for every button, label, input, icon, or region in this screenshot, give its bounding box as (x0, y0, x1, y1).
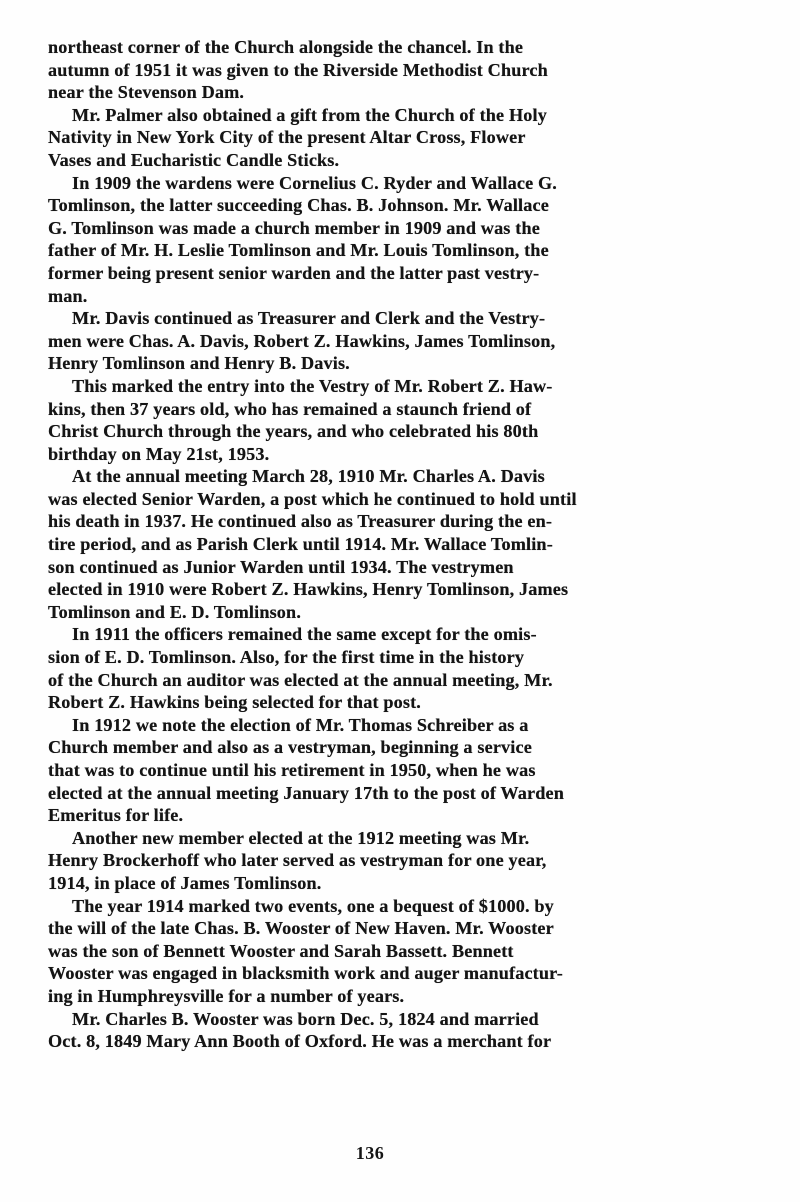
text-line: men were Chas. A. Davis, Robert Z. Hawkins, James Tomlinson, (48, 330, 556, 351)
text-line: In 1912 we note the election of Mr. Thomas Schreiber as a (72, 714, 529, 735)
text-line: Oct. 8, 1849 Mary Ann Booth of Oxford. He was a merchant for (48, 1031, 552, 1052)
text-line: In 1909 the wardens were Cornelius C. Ryder and Wallace G. (72, 172, 557, 193)
text-line: In 1911 the officers remained the same except for the omis- (72, 624, 537, 645)
page-number: 136 (355, 1143, 385, 1163)
text-line: tire period, and as Parish Clerk until 1914. Mr. Wallace Tomlin- (48, 534, 553, 555)
paragraph (48, 895, 708, 1008)
text-line: Another new member elected at the 1912 meeting was Mr. (72, 827, 530, 848)
text-line: his death in 1937. He continued also as Treasurer during the en- (48, 511, 553, 532)
text-line: Mr. Charles B. Wooster was born Dec. 5, 1824 and married (72, 1008, 539, 1029)
text-line: birthday on May 21st, 1953. (48, 443, 270, 464)
text-line: Mr. Davis continued as Treasurer and Clerk and the Vestry- (72, 308, 546, 329)
paragraph (48, 827, 708, 895)
text-line: Tomlinson and E. D. Tomlinson. (48, 601, 302, 622)
paragraph (48, 104, 708, 172)
text-line: The year 1914 marked two events, one a bequest of $1000. by (72, 895, 554, 916)
text-line: 1914, in place of James Tomlinson. (48, 872, 322, 893)
text-line: was elected Senior Warden, a post which he continued to hold until (48, 488, 577, 509)
text-line: At the annual meeting March 28, 1910 Mr. Charles A. Davis (72, 466, 545, 487)
paragraph (48, 36, 708, 104)
text-line: father of Mr. H. Leslie Tomlinson and Mr. Louis Tomlinson, the (48, 240, 549, 261)
paragraph (48, 307, 708, 375)
paragraph (48, 623, 708, 713)
text-line: Henry Brockerhoff who later served as vestryman for one year, (48, 850, 547, 871)
text-line: former being present senior warden and the latter past vestry- (48, 262, 540, 283)
text-line: Church member and also as a vestryman, beginning a service (48, 737, 532, 758)
text-line: kins, then 37 years old, who has remained a staunch friend of (48, 398, 532, 419)
text-line: elected at the annual meeting January 17th to the post of Warden (48, 782, 564, 803)
text-line: the will of the late Chas. B. Wooster of New Haven. Mr. Wooster (48, 918, 554, 939)
text-line: of the Church an auditor was elected at the annual meeting, Mr. (48, 669, 553, 690)
paragraph (48, 172, 708, 308)
text-line: Wooster was engaged in blacksmith work and auger manufactur- (48, 963, 563, 984)
text-line: Robert Z. Hawkins being selected for that post. (48, 692, 421, 713)
text-line: that was to continue until his retirement in 1950, when he was (48, 760, 536, 780)
text-line: elected in 1910 were Robert Z. Hawkins, Henry Tomlinson, James (48, 579, 569, 600)
text-line: sion of E. D. Tomlinson. Also, for the first time in the history (48, 647, 525, 668)
text-line: Henry Tomlinson and Henry B. Davis. (48, 353, 350, 374)
text-line: Tomlinson, the latter succeeding Chas. B. Johnson. Mr. Wallace (48, 195, 549, 216)
text-line: near the Stevenson Dam. (48, 82, 245, 103)
text-line: Christ Church through the years, and who celebrated his 80th (48, 421, 539, 442)
text-line: G. Tomlinson was made a church member in 1909 and was the (48, 217, 540, 238)
text-line: Emeritus for life. (48, 805, 184, 826)
paragraph (48, 465, 708, 623)
text-line: Mr. Palmer also obtained a gift from the Church of the Holy (72, 104, 547, 125)
text-line: Vases and Eucharistic Candle Sticks. (48, 149, 340, 170)
text-line: ing in Humphreysville for a number of years. (48, 985, 405, 1006)
paragraph (48, 1008, 708, 1053)
text-line: This marked the entry into the Vestry of Mr. Robert Z. Haw- (72, 375, 553, 396)
text-line: man. (48, 285, 88, 306)
text-line: Nativity in New York City of the present Altar Cross, Flower (48, 127, 526, 148)
paragraph (48, 714, 708, 827)
text-line: autumn of 1951 it was given to the Riverside Methodist Church (48, 59, 548, 80)
text-line: son continued as Junior Warden until 1934. The vestrymen (48, 556, 514, 577)
body-text (48, 36, 708, 1053)
text-line: was the son of Bennett Wooster and Sarah Bassett. Bennett (48, 940, 514, 961)
text-line: northeast corner of the Church alongside the chancel. In the (48, 37, 524, 57)
paragraph (48, 375, 708, 465)
